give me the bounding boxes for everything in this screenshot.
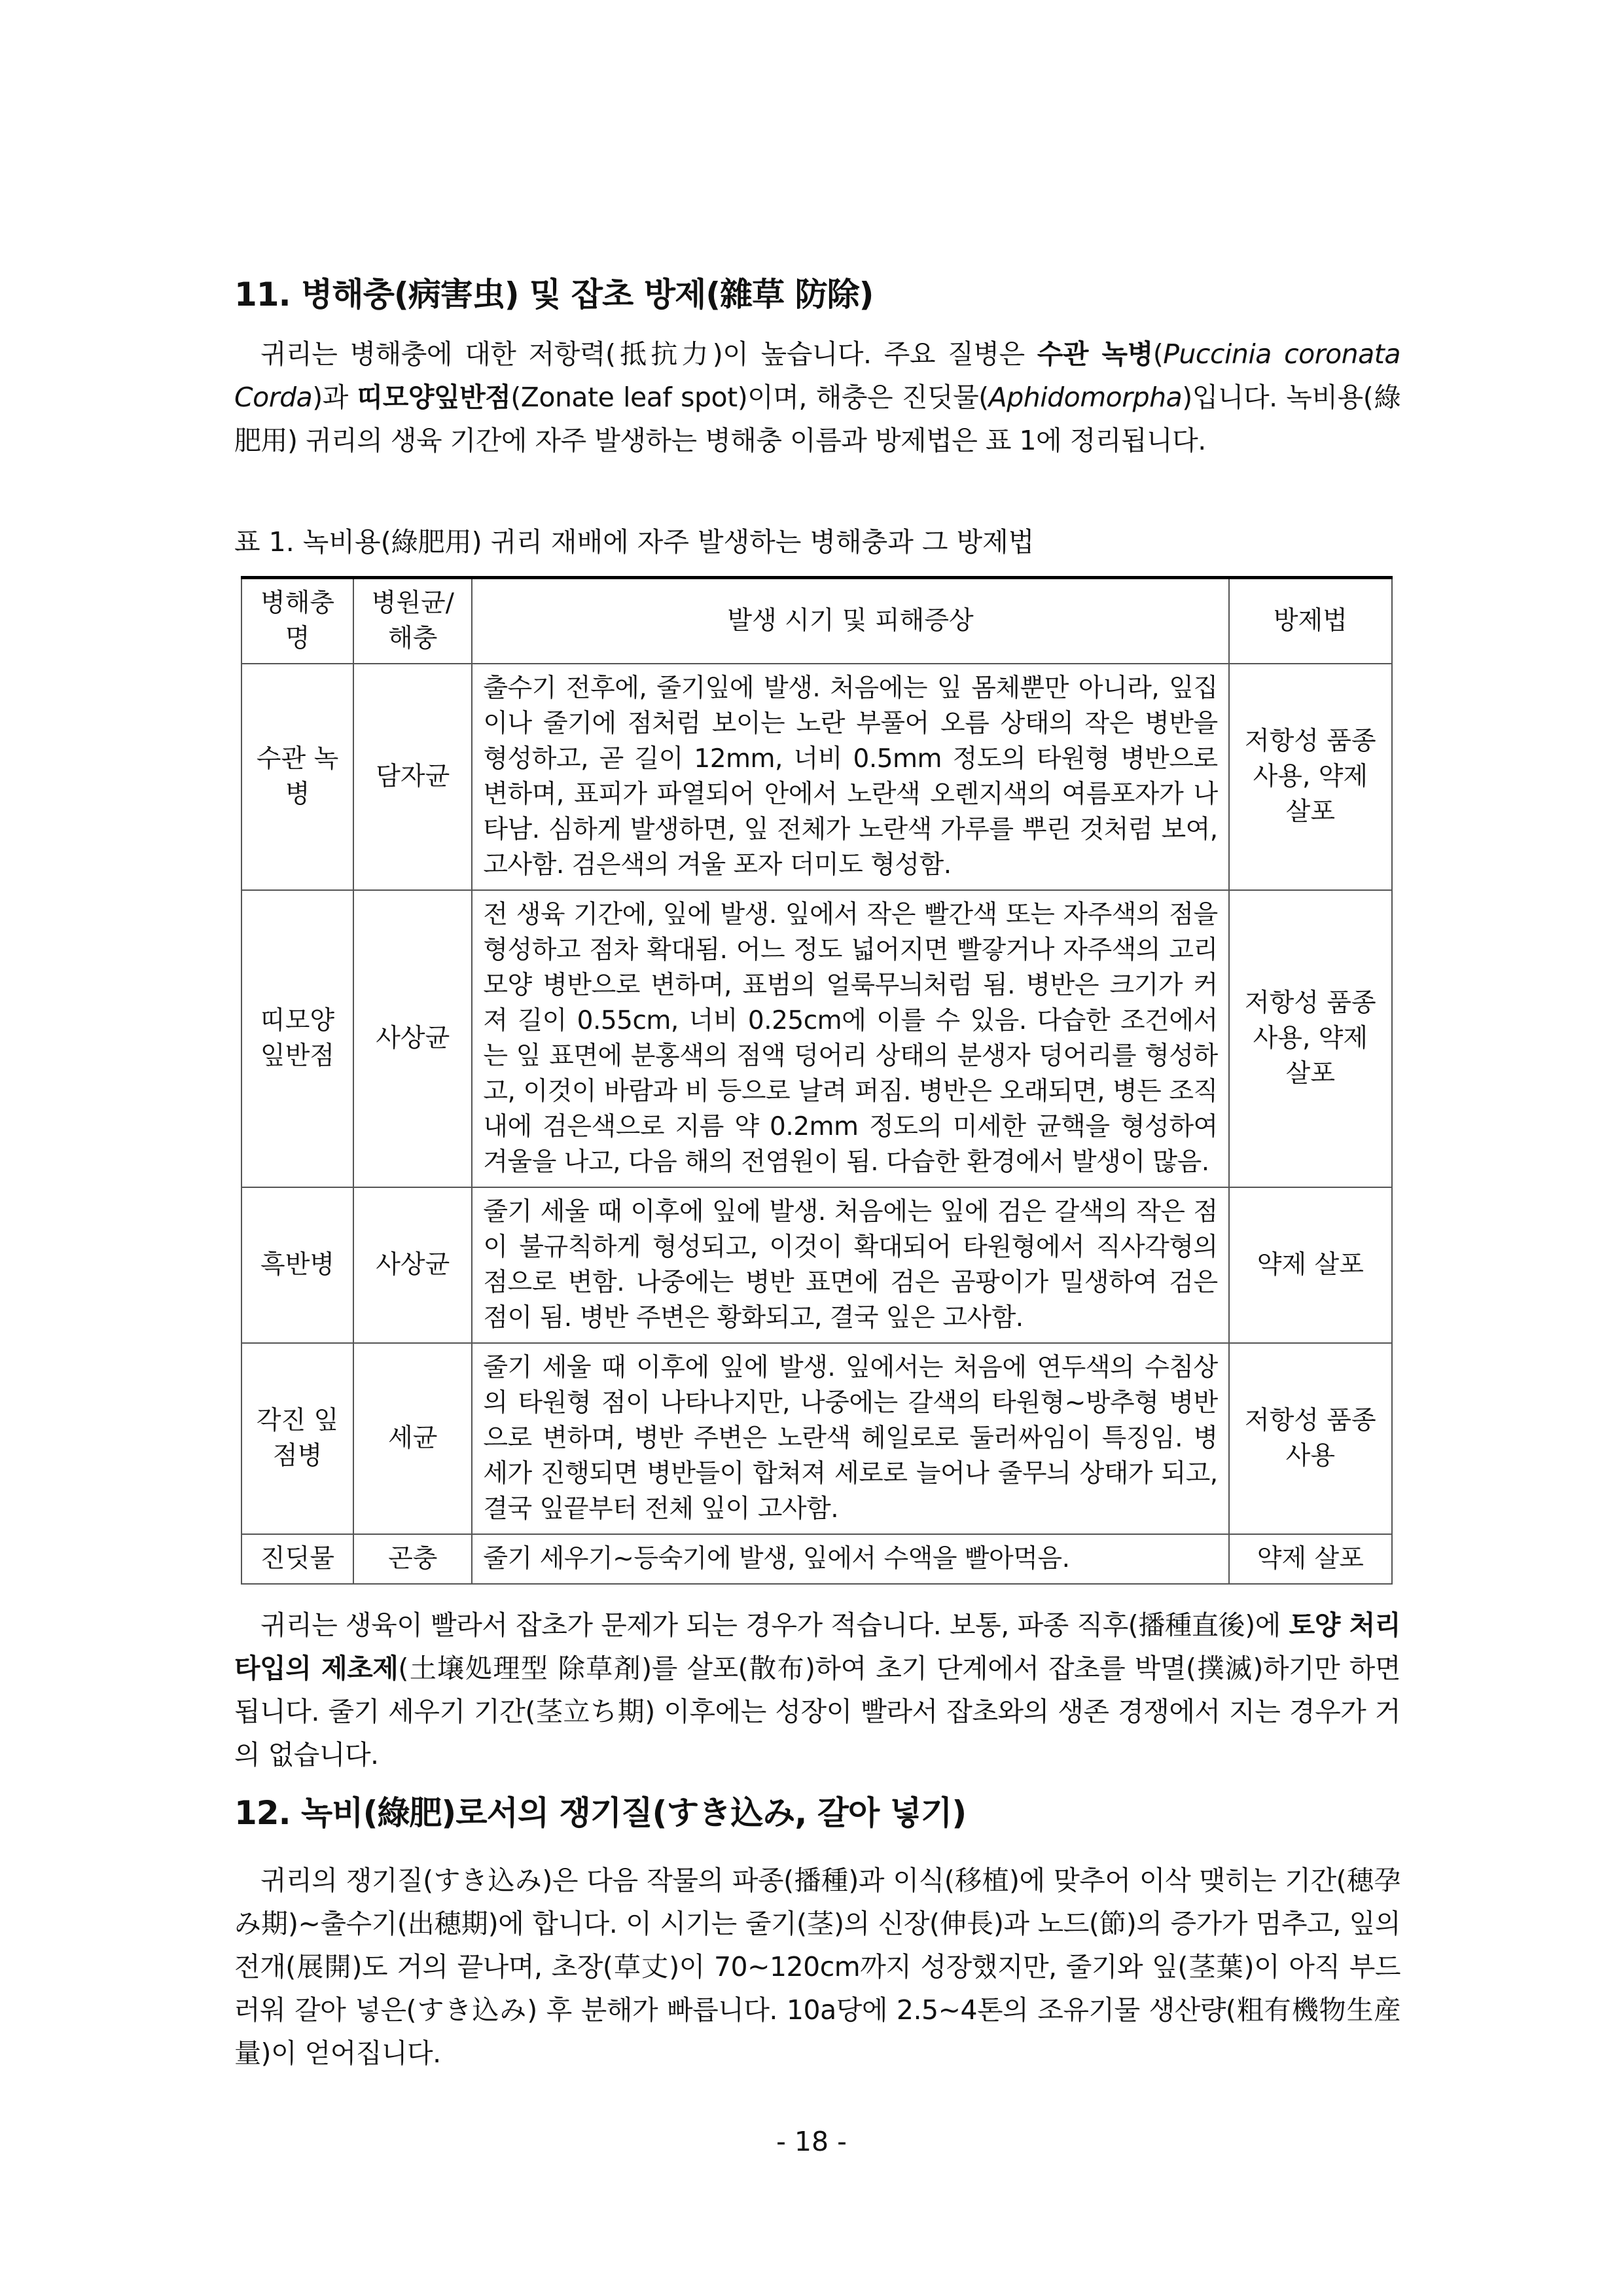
bold-term-crown-rust: 수관 녹병: [1037, 338, 1153, 370]
cell-pest-name: 각진 잎점병: [241, 1343, 353, 1534]
cell-control: 약제 살포: [1229, 1534, 1392, 1584]
table-header-row: [241, 578, 1392, 664]
header-pathogen: 병원균/해충: [353, 578, 472, 664]
text-run: (: [1152, 338, 1164, 370]
header-pest-name: 병해충명: [241, 578, 353, 664]
text-run: 귀리는 병해충에 대한 저항력(抵抗力)이 높습니다. 주요 질병은: [260, 338, 1037, 370]
cell-symptoms: 줄기 세울 때 이후에 잎에 발생. 잎에서는 처음에 연두색의 수침상의 타원형 점이 나타나지만, 나중에는 갈색의 타원형~방추형 병반으로 변하며, 병반 주변은 노란색 헤일로로 둘러싸임이 특징임. 병세가 진행되면 병반들이 합쳐져 세로로 늘어나 줄무늬 상태가 되고, 결국 잎끝부터 전체 잎이 고사함.: [472, 1343, 1228, 1534]
table-row: [241, 1187, 1392, 1343]
table-row: [241, 890, 1392, 1187]
bold-term-herbicide: 토양 처리 타입의 제초제: [234, 1609, 1401, 1684]
cell-control: 저항성 품종 사용, 약제 살포: [1229, 664, 1392, 890]
paragraph-weed-control: [234, 1604, 1400, 1776]
page-number: - 18 -: [776, 2126, 847, 2157]
paragraph-green-manure-plowing: 귀리의 쟁기질(すき込み)은 다음 작물의 파종(播種)과 이식(移植)에 맞추어 이삭 맺히는 기간(穂孕み期)~출수기(出穂期)에 합니다. 이 시기는 줄기(茎)의 신장(伸長)과 노드(節)의 증가가 멈추고, 잎의 전개(展開)도 거의 끝나며, 초장(草丈)이 70~120cm까지 성장했지만, 줄기와 잎(茎葉)이 아직 부드러워 갈아 넣은(すき込み) 후 분해가 빠릅니다. 10a당에 2.5~4톤의 조유기물 생산량(粗有機物生産量)이 얻어집니다.: [234, 1865, 1400, 2069]
text-run: 귀리는 생육이 빨라서 잡초가 문제가 되는 경우가 적습니다. 보통, 파종 직후(播種直後)에: [260, 1609, 1289, 1641]
cell-pathogen: 담자균: [353, 664, 472, 890]
text-run: (Zonate leaf spot)이며, 해충은 진딧물(: [510, 382, 989, 413]
pest-control-table: [241, 576, 1393, 1585]
cell-pest-name: 수관 녹병: [241, 664, 353, 890]
cell-symptoms: 줄기 세울 때 이후에 잎에 발생. 처음에는 잎에 검은 갈색의 작은 점이 불규칙하게 형성되고, 이것이 확대되어 타원형에서 직사각형의 점으로 변함. 나중에는 병반 표면에 검은 곰팡이가 밀생하여 검은 점이 됨. 병반 주변은 황화되고, 결국 잎은 고사함.: [472, 1187, 1228, 1343]
paragraph-pests-intro: [234, 332, 1400, 462]
bold-term-zonate-leaf-spot: 띠모양잎반점: [357, 382, 511, 413]
text-run: )입니다. 녹비용(綠肥用) 귀리의 생육 기간에 자주 발생하는 병해충 이름과 방제법은 표 1에 정리됩니다.: [234, 382, 1400, 456]
cell-pest-name: 진딧물: [241, 1534, 353, 1584]
table-row: [241, 1534, 1392, 1584]
cell-pathogen: 사상균: [353, 1187, 472, 1343]
cell-pest-name: 띠모양 잎반점: [241, 890, 353, 1187]
section-heading-11: 11. 병해충(病害虫) 및 잡초 방제(雜草 防除): [234, 276, 874, 314]
cell-pest-name: 흑반병: [241, 1187, 353, 1343]
cell-symptoms: 전 생육 기간에, 잎에 발생. 잎에서 작은 빨간색 또는 자주색의 점을 형성하고 점차 확대됨. 어느 정도 넓어지면 빨갛거나 자주색의 고리 모양 병반으로 변하며, 표범의 얼룩무늬처럼 됨. 병반은 크기가 커져 길이 0.55cm, 너비 0.25cm에 이를 수 있음. 다습한 조건에서는 잎 표면에 분홍색의 점액 덩어리 상태의 분생자 덩어리를 형성하고, 이것이 바람과 비 등으로 날려 퍼짐. 병반은 오래되면, 병든 조직 내에 검은색으로 지름 약 0.2mm 정도의 미세한 균핵을 형성하여 겨울을 나고, 다음 해의 전염원이 됨. 다습한 환경에서 발생이 많음.: [472, 890, 1228, 1187]
text-run: (土壌処理型 除草剤)를 살포(散布)하여 초기 단계에서 잡초를 박멸(撲滅)하기만 하면 됩니다. 줄기 세우기 기간(茎立ち期) 이후에는 성장이 빨라서 잡초와의 생존 경쟁에서 지는 경우가 거의 없습니다.: [234, 1653, 1400, 1770]
cell-pathogen: 사상균: [353, 890, 472, 1187]
table-row: [241, 664, 1392, 890]
section-heading-12: 12. 녹비(綠肥)로서의 쟁기질(すき込み, 갈아 넣기): [234, 1794, 967, 1832]
italic-scientific-name: Puccinia coronata Corda: [234, 338, 1400, 413]
header-control: 방제법: [1229, 578, 1392, 664]
cell-control: 저항성 품종 사용, 약제 살포: [1229, 890, 1392, 1187]
cell-symptoms: 출수기 전후에, 줄기잎에 발생. 처음에는 잎 몸체뿐만 아니라, 잎집이나 줄기에 점처럼 보이는 노란 부풀어 오름 상태의 작은 병반을 형성하고, 곧 길이 12mm, 너비 0.5mm 정도의 타원형 병반으로 변하며, 표피가 파열되어 안에서 노란색 오렌지색의 여름포자가 나타남. 심하게 발생하면, 잎 전체가 노란색 가루를 뿌린 것처럼 보여, 고사함. 검은색의 겨울 포자 더미도 형성함.: [472, 664, 1228, 890]
table-caption: 표 1. 녹비용(綠肥用) 귀리 재배에 자주 발생하는 병해충과 그 방제법: [234, 526, 1035, 558]
text-run: )과: [312, 382, 357, 413]
italic-scientific-name: Aphidomorpha: [988, 382, 1183, 413]
cell-symptoms: 줄기 세우기~등숙기에 발생, 잎에서 수액을 빨아먹음.: [472, 1534, 1228, 1584]
header-symptoms: 발생 시기 및 피해증상: [472, 578, 1228, 664]
cell-control: 저항성 품종 사용: [1229, 1343, 1392, 1534]
cell-pathogen: 곤충: [353, 1534, 472, 1584]
cell-pathogen: 세균: [353, 1343, 472, 1534]
table-row: [241, 1343, 1392, 1534]
cell-control: 약제 살포: [1229, 1187, 1392, 1343]
